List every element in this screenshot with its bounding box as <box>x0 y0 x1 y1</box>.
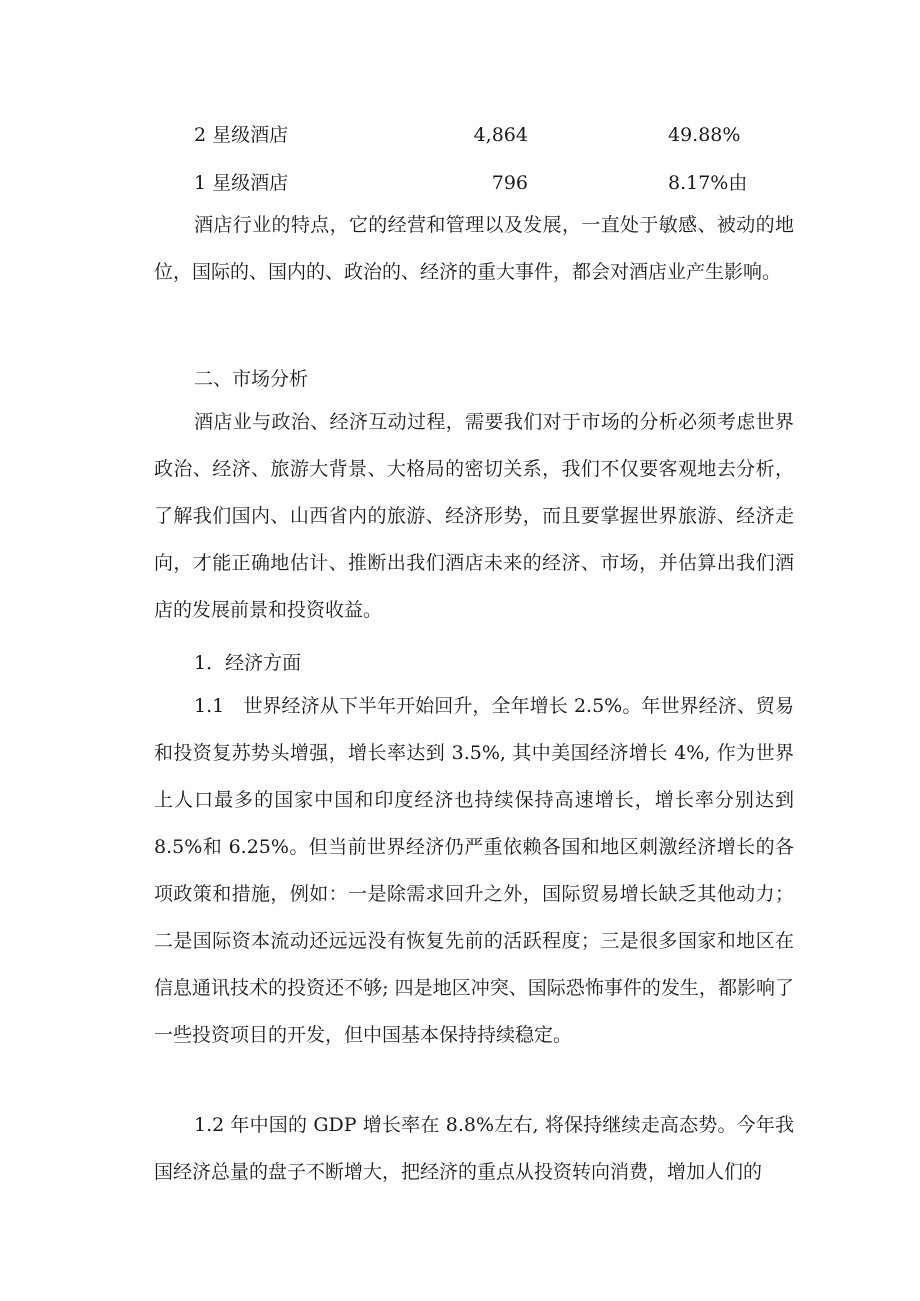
paragraph-world-economy: 1.1 世界经济从下半年开始回升，全年增长 2.5%。年世界经济、贸易和投资复苏势头增强，增长率达到 3.5%, 其中美国经济增长 4%, 作为世界上人口最多的国家中国和印度经济也持续保持高速增长，增长率分别达到 8.5%和 6.25%。但当前世界经济仍严重依赖各国和地区刺激经济增长的各项政策和措施，例如：一是除需求回升之外，国际贸易增长缺乏其他动力；二是国际资本流动还远远没有恢复先前的活跃程度；三是很多国家和地区在信息通讯技术的投资还不够; 四是地区冲突、国际恐怖事件的发生，都影响了一些投资项目的开发，但中国基本保持持续稳定。 <box>154 695 794 1046</box>
paragraph-market-analysis: 酒店业与政治、经济互动过程，需要我们对于市场的分析必须考虑世界政治、经济、旅游大背景、大格局的密切关系，我们不仅要客观地去分析，了解我们国内、山西省内的旅游、经济形势，而且要掌握世界旅游、经济走向，才能正确地估计、推断出我们酒店未来的经济、市场，并估算出我们酒店的发展前景和投资收益。 <box>154 411 794 621</box>
hotel-category: 2 星级酒店 <box>194 124 289 146</box>
section-heading-market-analysis: 二、市场分析 <box>194 368 309 390</box>
table-row <box>0 168 920 198</box>
hotel-count: 796 <box>491 172 528 194</box>
hotel-category: 1 星级酒店 <box>194 172 289 194</box>
paragraph-china-gdp: 1.2 年中国的 GDP 增长率在 8.8%左右, 将保持继续走高态势。今年我国经济总量的盘子不断增大，把经济的重点从投资转向消费，增加人们的 <box>154 1114 794 1183</box>
paragraph-industry-characteristics: 酒店行业的特点，它的经营和管理以及发展，一直处于敏感、被动的地位，国际的、国内的、政治的、经济的重大事件，都会对酒店业产生影响。 <box>154 214 794 283</box>
subsection-heading-economy: 1．经济方面 <box>194 652 302 674</box>
table-row <box>0 120 920 150</box>
hotel-percent: 8.17%由 <box>668 172 748 194</box>
hotel-count: 4,864 <box>473 124 528 146</box>
hotel-percent: 49.88% <box>668 124 741 146</box>
